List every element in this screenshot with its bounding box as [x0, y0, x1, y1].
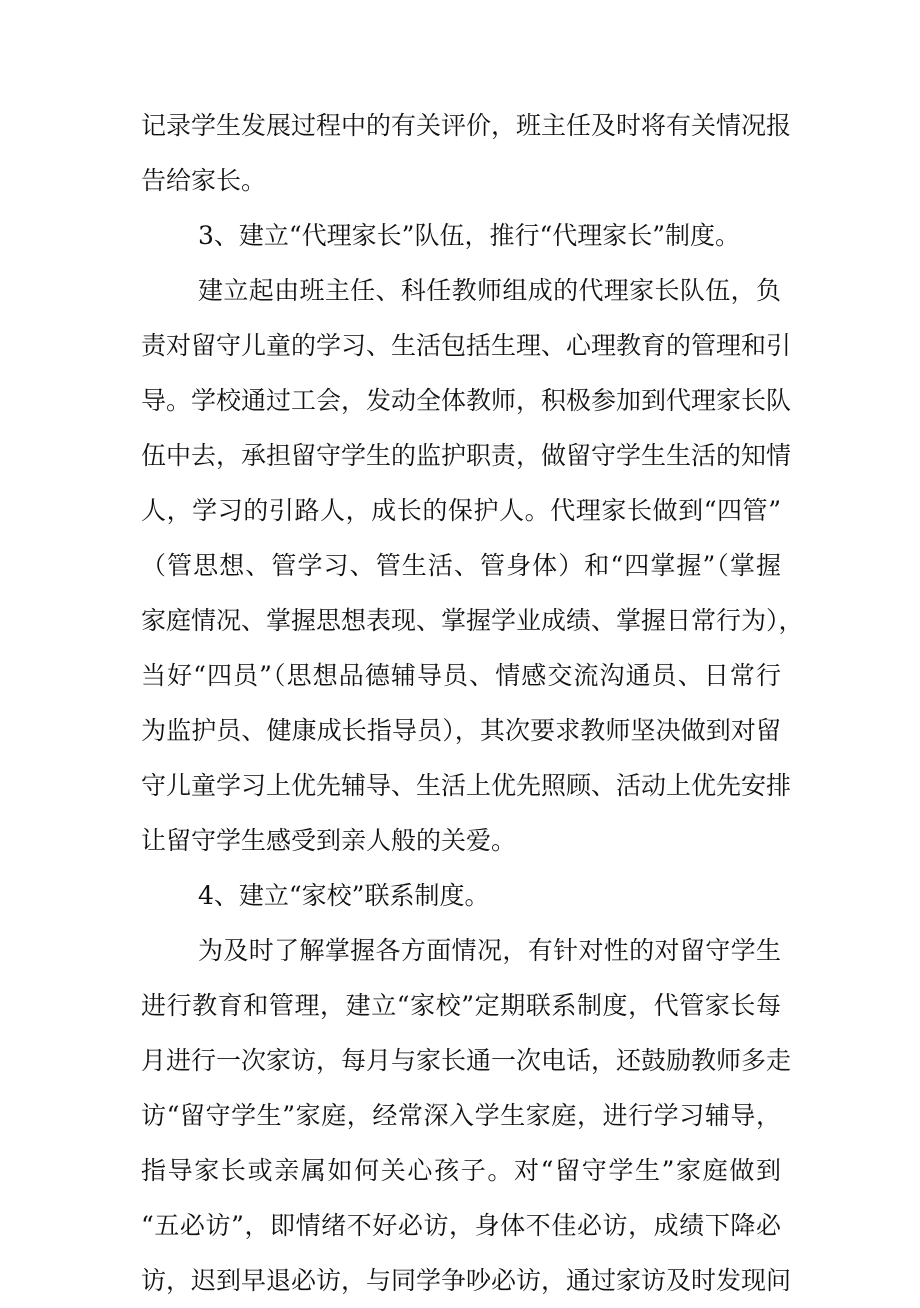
text-line: 告给家长。: [141, 166, 267, 195]
text-line: 导。学校通过工会，发动全体教师，积极参加到代理家长队: [141, 386, 792, 415]
text-line: 月进行一次家访，每月与家长通一次电话，还鼓励教师多走: [141, 1046, 792, 1075]
body-text: [141, 98, 804, 1308]
text-line: 建立起由班主任、科任教师组成的代理家长队伍，负: [198, 276, 781, 305]
section-heading-3: 3、建立“代理家长”队伍，推行“代理家长”制度。: [198, 221, 741, 250]
section-heading-4: 4、建立“家校”联系制度。: [198, 881, 490, 910]
text-line: 人，学习的引路人，成长的保护人。代理家长做到“四管”: [141, 496, 781, 525]
text-line: 让留守学生感受到亲人般的关爱。: [141, 826, 517, 855]
text-line: 当好“四员”（思想品德辅导员、情感交流沟通员、日常行: [141, 661, 781, 690]
text-line: 守儿童学习上优先辅导、生活上优先照顾、活动上优先安排: [141, 771, 792, 800]
text-line: 家庭情况、掌握思想表现、掌握学业成绩、掌握日常行为），: [141, 606, 804, 635]
text-line: 指导家长或亲属如何关心孩子。对“留守学生”家庭做到: [141, 1156, 781, 1185]
text-line: 访，迟到早退必访，与同学争吵必访，通过家访及时发现问: [141, 1266, 792, 1295]
text-line: 为监护员、健康成长指导员），其次要求教师坚决做到对留: [141, 716, 781, 745]
text-line: （管思想、管学习、管生活、管身体）和“四掌握”（掌握: [141, 551, 781, 580]
text-line: 访“留守学生”家庭，经常深入学生家庭，进行学习辅导，: [141, 1101, 781, 1130]
text-line: 伍中去，承担留守学生的监护职责，做留守学生生活的知情: [141, 441, 792, 470]
text-line: 进行教育和管理，建立“家校”定期联系制度，代管家长每: [141, 991, 781, 1020]
text-line: “五必访”，即情绪不好必访，身体不佳必访，成绩下降必: [141, 1211, 781, 1240]
text-line: 责对留守儿童的学习、生活包括生理、心理教育的管理和引: [141, 331, 792, 360]
text-line: 为及时了解掌握各方面情况，有针对性的对留守学生: [198, 936, 781, 965]
text-line: 记录学生发展过程中的有关评价，班主任及时将有关情况报: [141, 111, 792, 140]
